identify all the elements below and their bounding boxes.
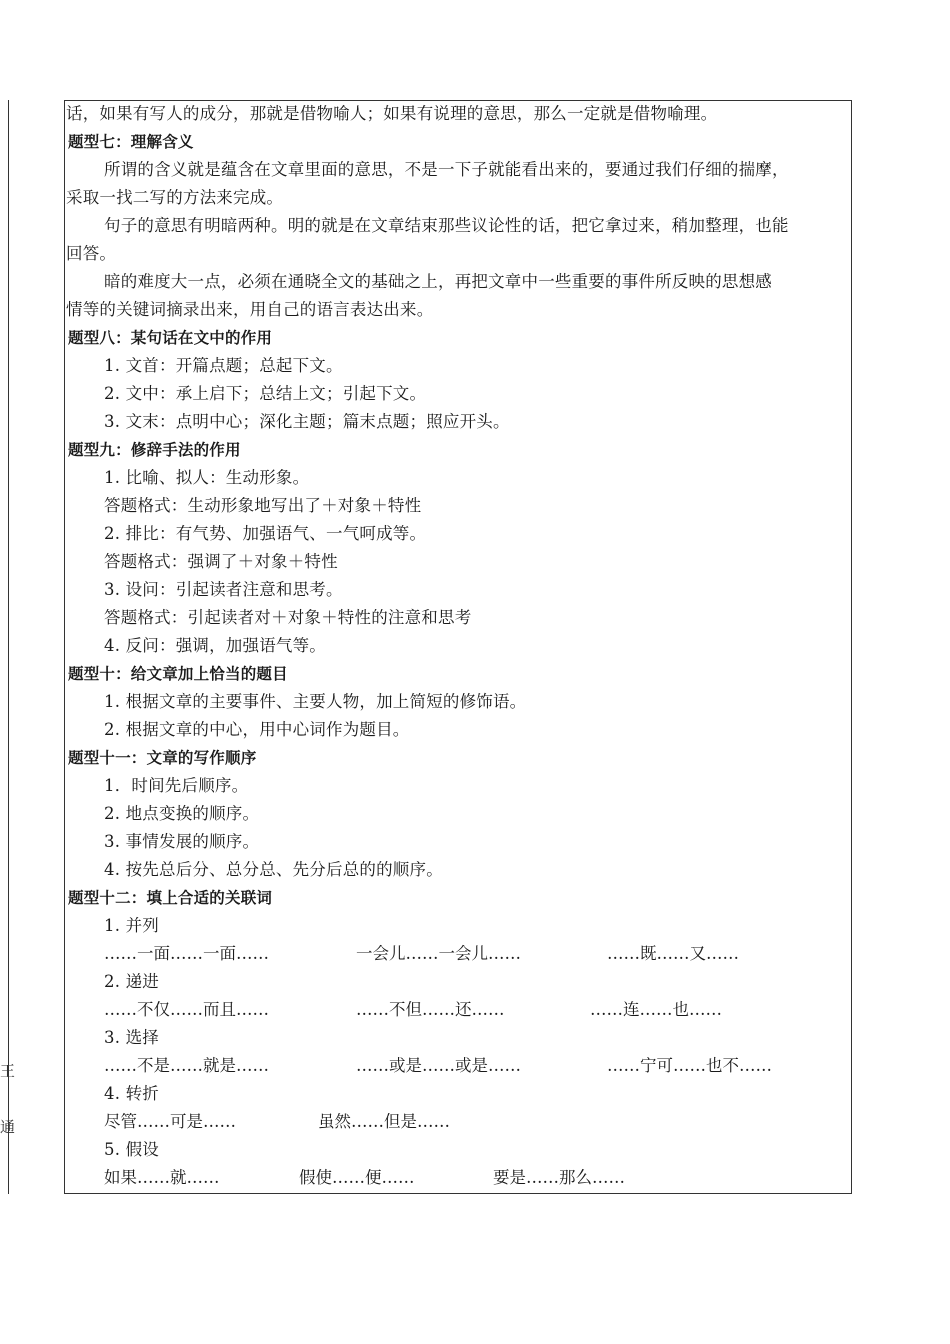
paragraph-line: 句子的意思有明暗两种。明的就是在文章结束那些议论性的话，把它拿过来，稍加整理，也能	[104, 216, 789, 235]
list-item: 2. 排比：有气势、加强语气、一气呵成等。	[104, 524, 427, 543]
answer-format: 答题格式：引起读者对＋对象＋特性的注意和思考	[104, 608, 472, 627]
section-heading: 题型九：修辞手法的作用	[68, 441, 241, 459]
margin-char: 王	[0, 1062, 16, 1080]
list-item: 1. 比喻、拟人：生动形象。	[104, 468, 310, 487]
conjunction-pair: 虽然……但是……	[318, 1112, 450, 1131]
paragraph-line: 暗的难度大一点，必须在通晓全文的基础之上，再把文章中一些重要的事件所反映的思想感	[104, 272, 772, 291]
conjunction-pair: ……一面……一面……	[104, 944, 269, 963]
paragraph-line: 采取一找二写的方法来完成。	[66, 188, 284, 207]
conjunction-pair: ……宁可……也不……	[607, 1056, 772, 1075]
margin-char: 通	[0, 1118, 16, 1136]
continuation-text: 话，如果有写人的成分，那就是借物喻人；如果有说理的意思，那么一定就是借物喻理。	[66, 104, 718, 123]
left-margin-line	[8, 100, 9, 1194]
conjunction-group-label: 4. 转折	[104, 1084, 159, 1103]
list-item: 1. 文首：开篇点题；总起下文。	[104, 356, 343, 375]
conjunction-pair: ……既……又……	[607, 944, 739, 963]
list-item: 2. 地点变换的顺序。	[104, 804, 260, 823]
section-heading: 题型十一：文章的写作顺序	[68, 749, 257, 767]
list-item: 1．时间先后顺序。	[104, 776, 249, 795]
section-heading: 题型七：理解含义	[68, 133, 194, 151]
list-item: 4. 按先总后分、总分总、先分后总的的顺序。	[104, 860, 443, 879]
list-item: 3. 文末：点明中心；深化主题；篇末点题；照应开头。	[104, 412, 510, 431]
list-item: 1. 根据文章的主要事件、主要人物，加上简短的修饰语。	[104, 692, 527, 711]
conjunction-group-label: 5. 假设	[104, 1140, 159, 1159]
section-heading: 题型八：某句话在文中的作用	[68, 329, 273, 347]
answer-format: 答题格式：强调了＋对象＋特性	[104, 552, 338, 571]
conjunction-pair: 一会儿……一会儿……	[356, 944, 521, 963]
paragraph-line: 情等的关键词摘录出来，用自己的语言表达出来。	[66, 300, 434, 319]
conjunction-pair: 要是……那么……	[493, 1168, 625, 1187]
conjunction-pair: 尽管……可是……	[104, 1112, 236, 1131]
section-heading: 题型十：给文章加上恰当的题目	[68, 665, 288, 683]
list-item: 2. 文中：承上启下；总结上文；引起下文。	[104, 384, 427, 403]
list-item: 4. 反问：强调，加强语气等。	[104, 636, 326, 655]
list-item: 3. 设问：引起读者注意和思考。	[104, 580, 343, 599]
conjunction-pair: ……或是……或是……	[356, 1056, 521, 1075]
paragraph-line: 所谓的含义就是蕴含在文章里面的意思，不是一下子就能看出来的，要通过我们仔细的揣摩，	[104, 160, 789, 179]
conjunction-pair: ……连……也……	[590, 1000, 722, 1019]
conjunction-group-label: 1. 并列	[104, 916, 159, 935]
answer-format: 答题格式：生动形象地写出了＋对象＋特性	[104, 496, 422, 515]
conjunction-pair: 如果……就……	[104, 1168, 220, 1187]
list-item: 3. 事情发展的顺序。	[104, 832, 260, 851]
section-heading: 题型十二：填上合适的关联词	[68, 889, 273, 907]
conjunction-pair: ……不仅……而且……	[104, 1000, 269, 1019]
conjunction-pair: ……不但……还……	[356, 1000, 505, 1019]
conjunction-group-label: 3. 选择	[104, 1028, 159, 1047]
paragraph-line: 回答。	[66, 244, 117, 263]
list-item: 2. 根据文章的中心，用中心词作为题目。	[104, 720, 410, 739]
conjunction-pair: 假使……便……	[299, 1168, 415, 1187]
conjunction-pair: ……不是……就是……	[104, 1056, 269, 1075]
conjunction-group-label: 2. 递进	[104, 972, 159, 991]
